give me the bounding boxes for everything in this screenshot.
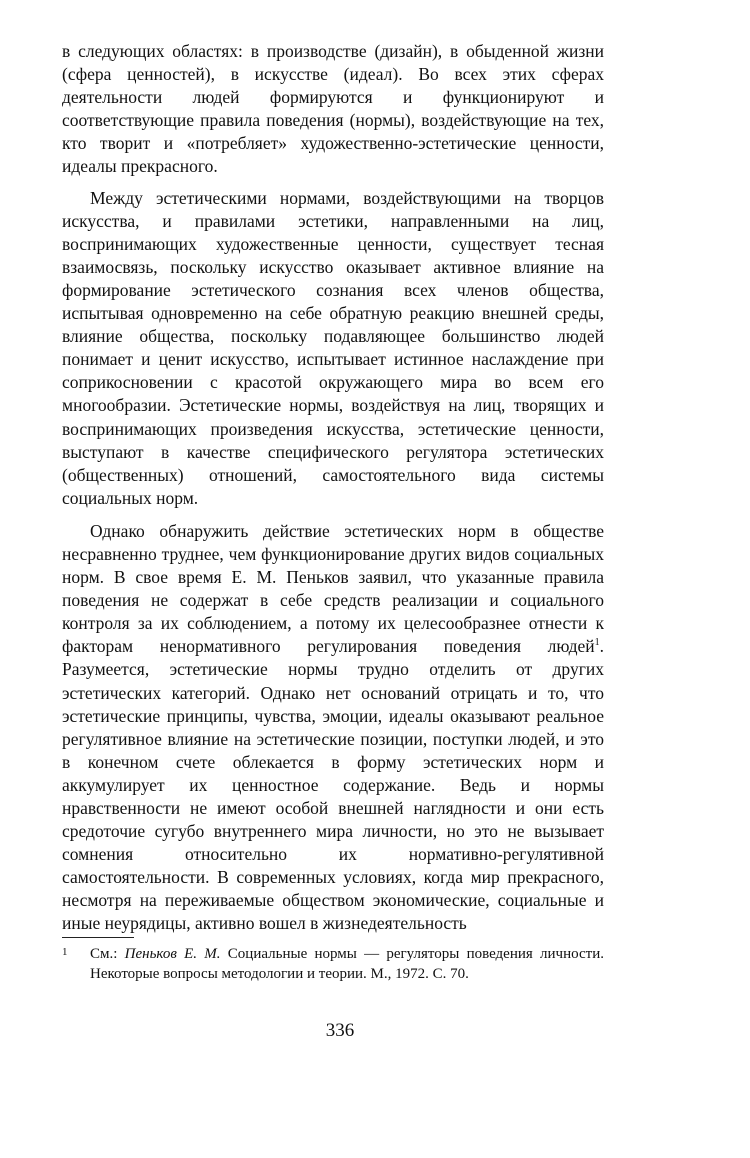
footnote-body bbox=[90, 944, 604, 984]
paragraph-3 bbox=[62, 520, 604, 936]
footnote bbox=[62, 944, 604, 984]
footnote-text: Социальные нормы — регуляторы поведения личности. Некоторые вопросы методологии и теории. М., 1972. С. 70. bbox=[90, 946, 604, 982]
paragraph-3-start: Однако обнаружить действие эстетических норм в обществе несравненно труднее, чем функционирование других видов социальных норм. В свое время Е. М. Пеньков заявил, что указанные правила поведения не содержат в себе средств реализации и социального контроля за их соблюдением, а потому их целесообразнее отнести к факторам ненормативного регулирования поведения людей bbox=[62, 520, 604, 657]
footnote-author: Пеньков Е. М. bbox=[124, 946, 221, 962]
paragraph-2: Между эстетическими нормами, воздействующими на творцов искусства, и правилами эстетики, направленными на лиц, воспринимающих художественные ценности, существует тесная взаимосвязь, поскольку искусство оказывает активное влияние на формирование эстетического сознания всех членов общества, испытывая одновременно на себе обратную реакцию внешней среды, влияние общества, поскольку подавляющее большинство людей понимает и ценит искусство, испытывает истинное наслаждение при соприкосновении с красотой окружающего мира во всем его многообразии. Эстетические нормы, воздействуя на лиц, творящих и воспринимающих произведения искусства, эстетические ценности, выступают в качестве специфического регулятора эстетических (общественных) отношений, самостоятельного вида системы социальных норм. bbox=[62, 187, 604, 508]
footnote-reference: 1 bbox=[594, 637, 600, 649]
footnote-mark: 1 bbox=[62, 946, 68, 958]
page-number: 336 bbox=[325, 1020, 355, 1041]
footnote-prefix: См.: bbox=[90, 946, 125, 962]
main-text bbox=[62, 40, 604, 936]
paragraph-1: в следующих областях: в производстве (дизайн), в обыденной жизни (сфера ценностей), в искусстве (идеал). Во всех этих сферах деятельности людей формируются и функционируют и соответствующие правила поведения (нормы), воздействующие на тех, кто творит и «потребляет» художественно-эстетические ценности, идеалы прекрасного. bbox=[62, 41, 604, 177]
paragraph-3-end: . Разумеется, эстетические нормы трудно отделить от других эстетических категорий. Однако нет оснований отрицать и то, что эстетические принципы, чувства, эмоции, идеалы оказывают реальное регулятивное влияние на эстетические позиции, поступки людей, и это в конечном счете облекается в форму эстетических норм и аккумулирует их ценностное содержание. Ведь и нормы нравственности не имеют особой внешней наглядности и они есть средоточие сугубо внутреннего мира личности, но это не вызывает сомнения относительно их нормативно-регулятивной самостоятельности. В современных условиях, когда мир прекрасного, несмотря на переживаемые обществом экономические, социальные и иные неурядицы, активно вошел в жизнедеятельность bbox=[62, 636, 604, 934]
footnote-divider bbox=[62, 937, 134, 938]
